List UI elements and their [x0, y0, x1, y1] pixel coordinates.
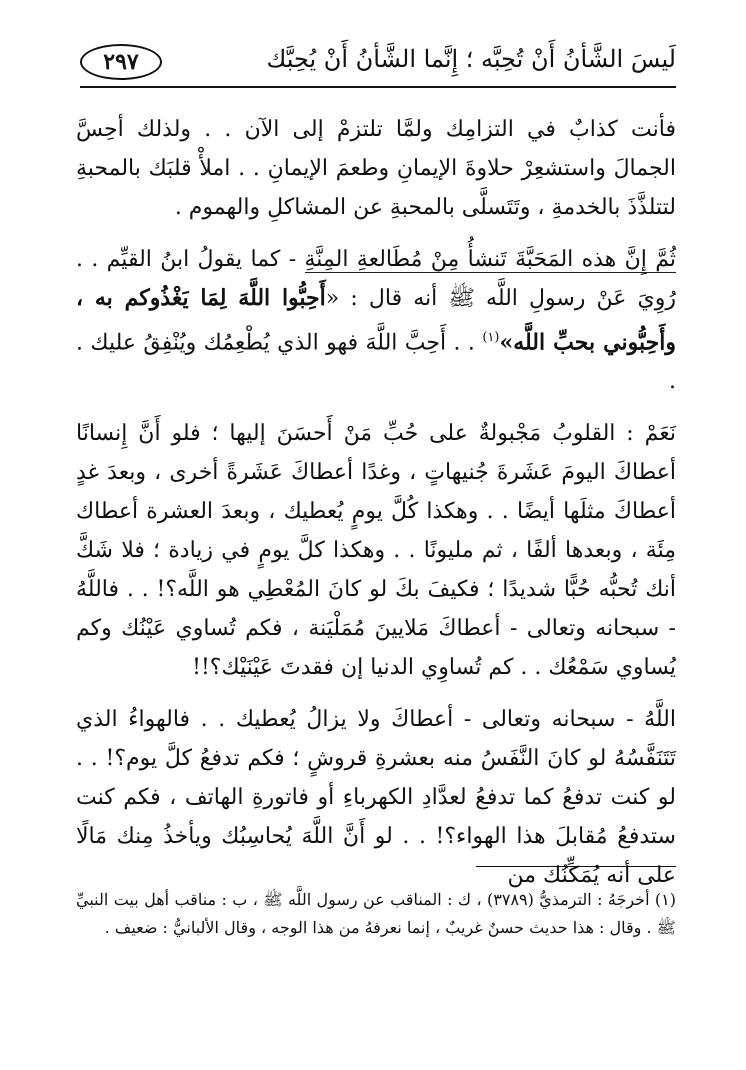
page-number: ٢٩٧	[80, 44, 162, 80]
footnote-divider	[476, 866, 676, 867]
running-title: لَيسَ الشَّأنُ أَنْ تُحِبَّه ؛ إِنَّما الشَّأنُ أَنْ يُحِبَّك	[266, 45, 676, 73]
footnotes	[76, 886, 676, 942]
paragraph-text: نَعَمْ : القلوبُ مَجْبولةٌ على حُبِّ مَنْ أَحسَنَ إليها ؛ فلو أَنَّ إِنسانًا أعطاكَ اليومَ عَشَرةَ جُنيهاتٍ ، وغدًا أعطاكَ عَشَرةً أخرى ، وبعدَ غدٍ أعطاكَ مثلَها أيضًا . . وهكذا كُلَّ يومٍ يُعطيك ، وبعدَ العشرة أعطاك مِئَة ، وبعدها ألفًا ، ثم مليونًا . . وهكذا كلَّ يومٍ في زيادة ؛ فلا شَكَّ أنك تُحبُّه حُبًّا شديدًا ؛ فكيفَ بكَ لو كانَ المُعْطِي هو اللَّه؟! . . فاللَّهُ - سبحانه وتعالى - أعطاكَ مَلايينَ مُمَلْيَنة ، فكم تُساوي عَيْنُك وكم يُساوي سَمْعُك . . كم تُساوِي الدنيا إن فقدتَ عَيْنَيْك؟!!	[76, 421, 676, 681]
hadith-quote: أَحِبُّوا اللَّهَ لِمَا يَغْذُوكم به ، وأَحِبُّوني بحبِّ اللَّه	[76, 285, 676, 356]
footnote: (١) أخرجَهُ : الترمذيُّ (٣٧٨٩) ، ك : المناقب عن رسول اللَّه ﷺ ، ب : مناقب أهل بيت النبيِّ ﷺ . وقال : هذا حديث حسنٌ غريبٌ ، إنما نعرفهُ من هذا الوجه ، وقال الألبانيُّ : ضعيف .	[76, 890, 676, 937]
paragraph-text: فأنت كذابٌ في التزامِك ولمَّا تلتزمْ إلى الآن . . ولذلك أحِسَّ الجمالَ واستشعِرْ حلاوةَ الإيمانِ وطعمَ الإيمانِ . . املأْ قلبَك بالمحبةِ لتتلذَّذَ بالخدمةِ ، وتَتَسلَّى بالمحبةِ عن المشاكلِ والهموم .	[76, 117, 676, 220]
paragraph-text: اللَّهُ - سبحانه وتعالى - أعطاكَ ولا يزالُ يُعطيك . . فالهواءُ الذي تَتَنَفَّسُهُ لو كانَ النَّفَسُ منه بعشرةِ قروشٍ ؛ فكم تدفعُ كلَّ يوم؟! . . لو كنت تدفعُ كما تدفعُ لعدَّادِ الكهرباءِ أو فاتورةِ الهاتف ، فكم كنت ستدفعُ مُقابلَ هذا الهواء؟! . . لو أَنَّ اللَّهَ يُحاسِبُك ويأخذُ مِنك مَالًا على أنه يُمَكِّنُك من	[76, 707, 676, 889]
hadith-close-quote: »	[499, 329, 514, 356]
paragraph	[76, 414, 676, 687]
paragraph	[76, 240, 676, 401]
footnote-reference[interactable]: (١)	[482, 330, 500, 345]
main-text	[76, 110, 676, 908]
paragraph	[76, 110, 676, 227]
header-divider	[80, 86, 676, 88]
paragraph-text: - كما يقولُ ابنُ القيِّم . . رُوِيَ عَنْ رسولِ اللَّه ﷺ أنه قال : «	[76, 247, 676, 311]
paragraph-text: . . أَحِبَّ اللَّهَ فهو الذي يُطْعِمُك ويُنْفِقُ عليك . .	[76, 330, 676, 395]
underlined-phrase: ثُمَّ إِنَّ هذه المَحَبَّةَ تَنشأُ مِنْ مُطَالعةِ المِنَّةِ	[304, 247, 676, 272]
